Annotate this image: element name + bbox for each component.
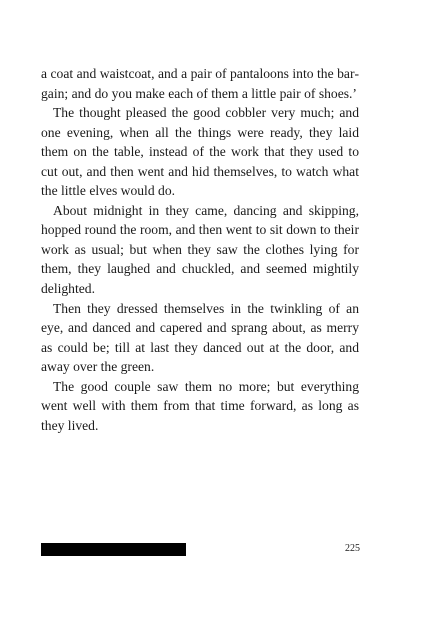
paragraph-dressed: Then they dressed themselves in the twinkling of an eye, and danced and capered and sprang about, as merry as could be; till at last they danced out at the door, and away over the green. bbox=[41, 300, 359, 375]
paragraph-continuation: a coat and waistcoat, and a pair of pantaloons into the bargain; and do you make each of them a little pair of shoes.’ bbox=[41, 66, 359, 101]
footer-redaction-bar bbox=[41, 543, 186, 556]
paragraph-cobbler: The thought pleased the good cobbler very much; and one evening, when all the things were ready, they laid them on the table, instead of the work that they used to cut out, and then went and hid themselves, to watch what the little elves would do. bbox=[41, 105, 359, 199]
paragraph-midnight: About midnight in they came, dancing and skipping, hopped round the room, and then went to sit down to their work as usual; but when they saw the clothes lying for them, they laughed and chuckled, and seemed mightily delighted. bbox=[41, 202, 359, 297]
body-text bbox=[41, 64, 359, 435]
page-number: 225 bbox=[345, 543, 360, 554]
paragraph-ending: The good couple saw them no more; but everything went well with them from that time forward, as long as they lived. bbox=[41, 378, 359, 433]
